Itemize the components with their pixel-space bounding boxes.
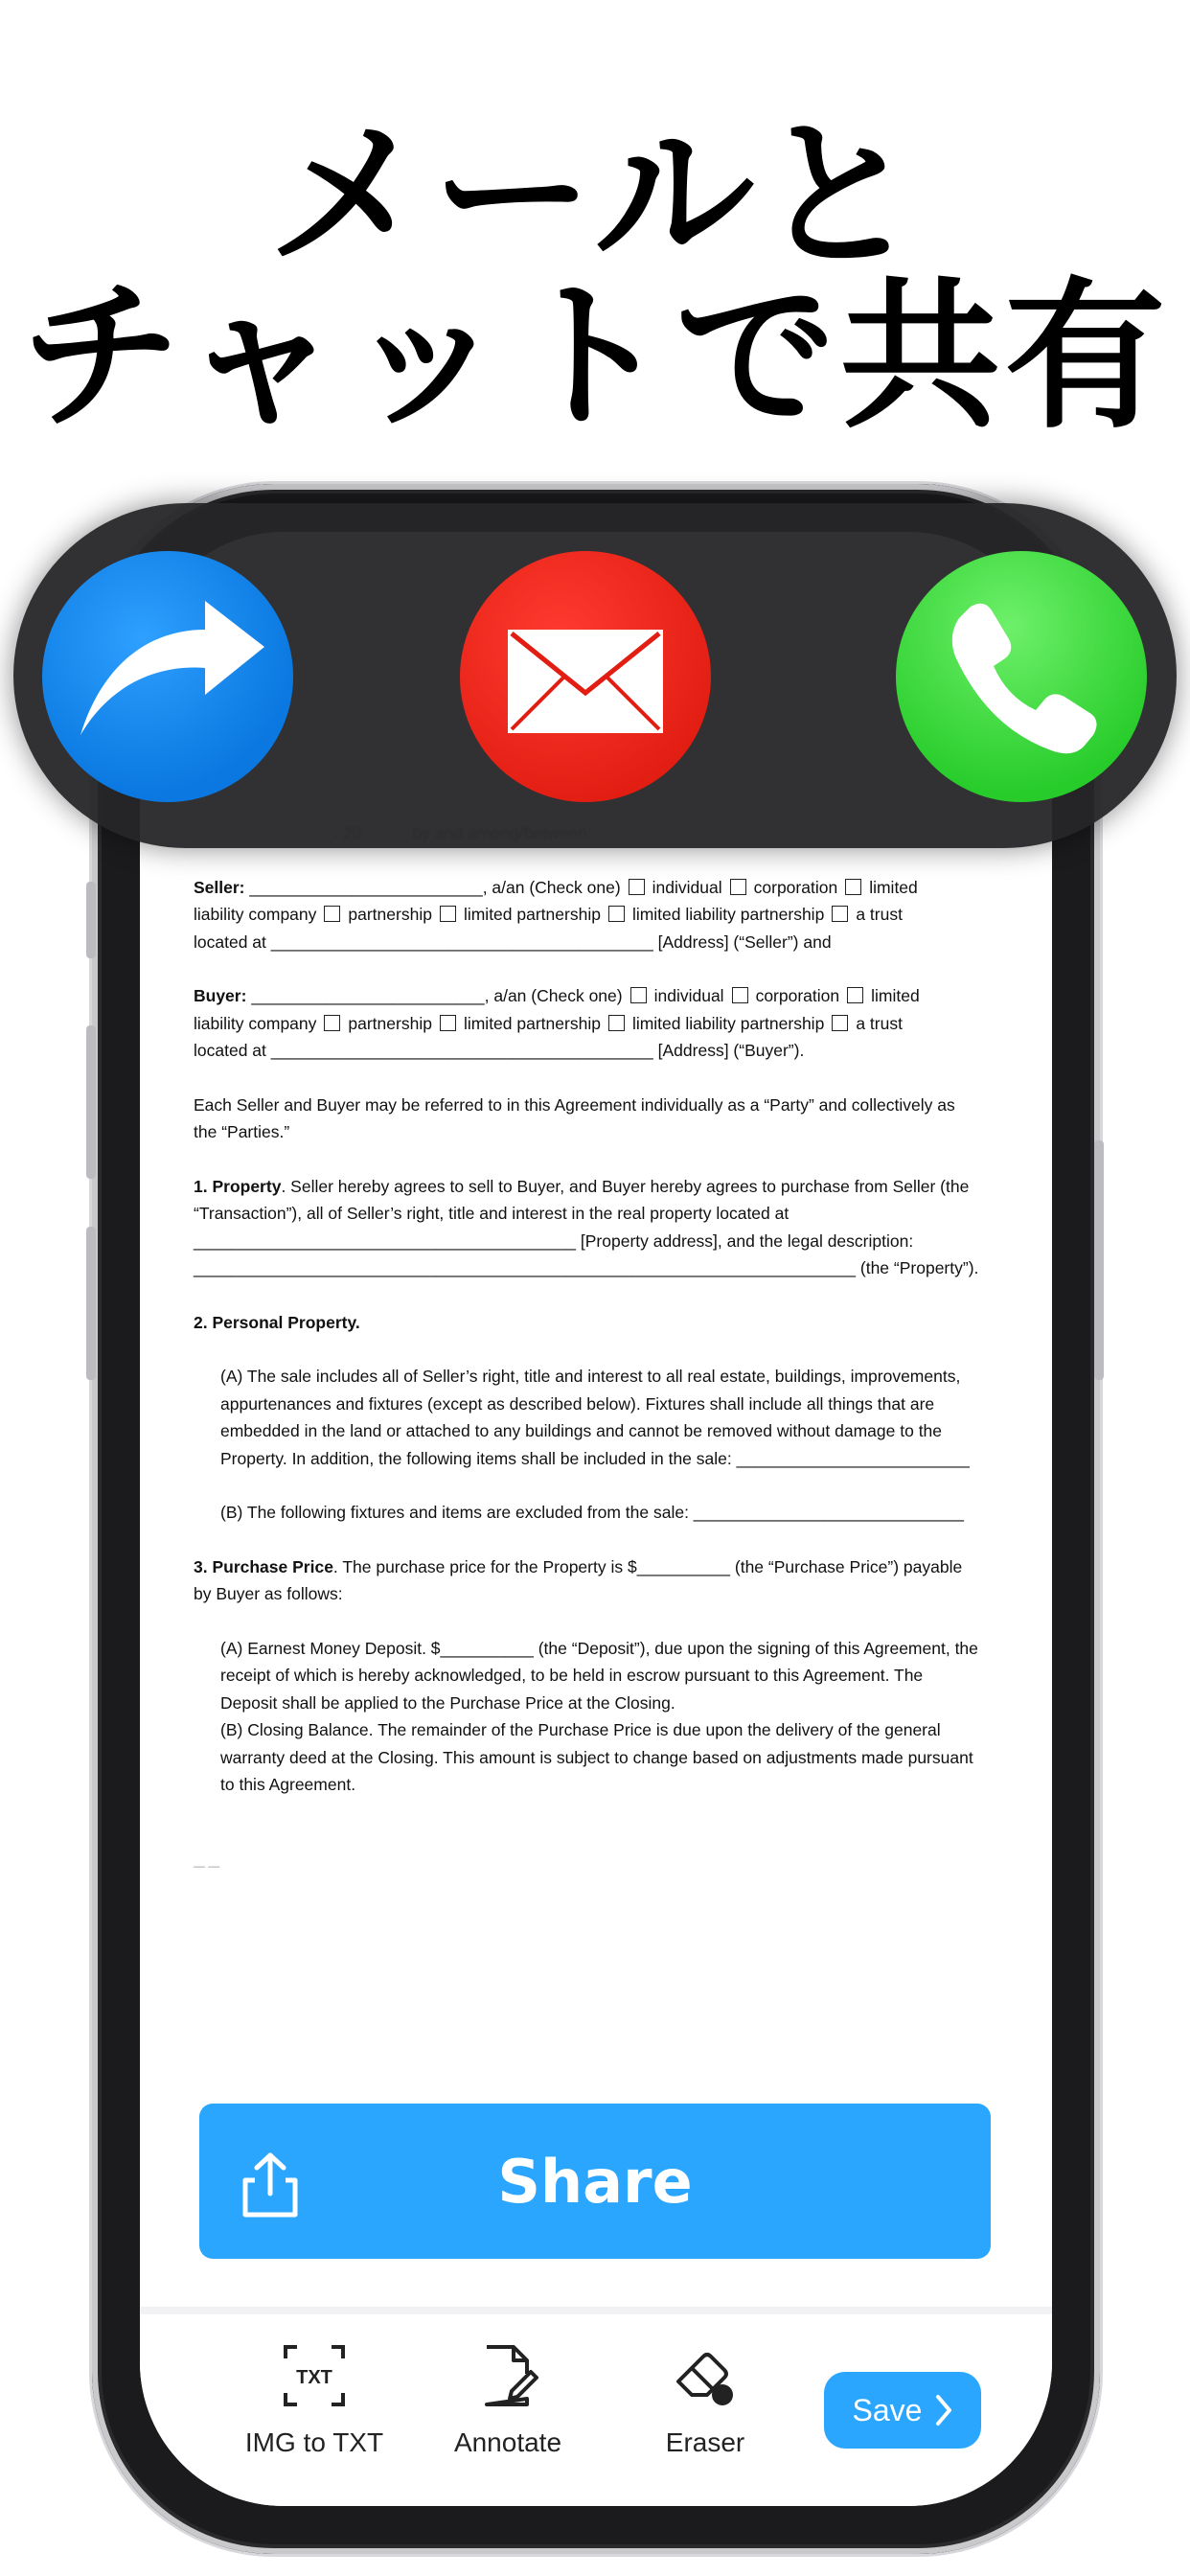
doc-section-1-line-2: “Transaction”), all of Seller’s right, title and interest in the real property located at [194,1204,790,1223]
mail-button[interactable] [460,551,711,802]
doc-buyer-opt-trust: a trust [856,1013,903,1033]
doc-opt-partnership: partnership [348,905,432,924]
doc-seller-line-2 [194,901,1008,929]
doc-seller-text: _________________________, a/an (Check one) [249,877,621,897]
doc-section-3-line-1 [194,1553,1008,1581]
checkbox-individual[interactable] [629,879,645,895]
headline [0,102,1190,450]
headline-line-1: メールと [266,102,924,289]
phone-volume-down [86,1227,96,1380]
doc-s2a-2: appurtenances and fixtures (except as described below). Fixtures shall include all things that are [220,1393,935,1414]
doc-footer-mark: — — [194,1858,220,1873]
share-button[interactable] [199,2104,991,2259]
doc-buyer-text: _________________________, a/an (Check one) [251,986,623,1005]
phone-power-button [1094,1140,1104,1380]
doc-seller-located: located at _________________________________________ [Address] (“Seller”) and [194,932,832,952]
doc-buyer-located: located at _________________________________________ [Address] (“Buyer”). [194,1041,805,1060]
doc-s3a-2: receipt of which is hereby acknowledged, to be held in escrow pursuant to this Agreement. The [220,1666,924,1685]
annotate-icon [473,2341,542,2410]
bottom-toolbar [140,2307,1052,2506]
share-forward-icon [42,551,293,802]
doc-buyer-opt-individual: individual [653,986,724,1005]
doc-buyer-opt-corporation: corporation [755,986,840,1005]
checkbox-corporation[interactable] [730,879,746,895]
doc-s3a-3: Deposit shall be applied to the Purchase Price at the Closing. [220,1692,675,1713]
img-to-txt-label: IMG to TXT [244,2427,384,2457]
doc-s3a-1: (A) Earnest Money Deposit. $__________ (the “Deposit”), due upon the signing of this Agreement, the [220,1638,978,1658]
checkbox-buyer-trust[interactable] [832,1015,848,1031]
doc-s3b-2: warranty deed at the Closing. This amount is subject to change based on adjustments made pursuant [220,1747,973,1767]
checkbox-lp[interactable] [440,906,456,922]
share-button-label: Share [497,2146,693,2217]
doc-opt-llc: liability company [194,905,317,924]
checkbox-buyer-corporation[interactable] [732,987,748,1003]
svg-text:TXT: TXT [296,2367,332,2388]
doc-opt-lp: limited partnership [463,905,601,924]
checkbox-trust[interactable] [832,906,848,922]
share-up-icon [240,2151,301,2219]
doc-s3b-3: to this Agreement. [220,1775,356,1794]
mail-icon [460,551,711,802]
doc-buyer-opt-limited: limited [871,986,920,1005]
doc-s2a-3: embedded in the land or attached to any buildings and cannot be removed without damage to the [220,1421,943,1440]
doc-parties-2: the “Parties.” [194,1122,290,1141]
checkbox-buyer-llc[interactable] [847,987,863,1003]
share-forward-button[interactable] [42,551,293,802]
phone-side-button [86,882,96,958]
doc-seller-label: Seller: [194,877,245,897]
checkbox-buyer-llp[interactable] [608,1015,625,1031]
doc-opt-corporation: corporation [753,877,838,897]
doc-buyer-line-2 [194,1010,1008,1038]
doc-s2a-4: Property. In addition, the following items shall be included in the sale: _________________________ [220,1448,970,1468]
annotate-label: Annotate [453,2427,562,2457]
doc-section-1-line-4: _______________________________________________________________________ (the “Property”). [194,1258,979,1277]
doc-section-1-head: 1. Property [194,1176,282,1196]
document-page [194,819,1008,1879]
doc-buyer-label: Buyer: [194,986,247,1005]
annotate-tool[interactable] [422,2341,594,2458]
doc-s1-1: . Seller hereby agrees to sell to Buyer, and Buyer hereby agrees to purchase from Seller (the [281,1176,970,1196]
doc-buyer-opt-lp: limited partnership [463,1013,601,1033]
eraser-tool[interactable] [619,2341,791,2458]
checkbox-partnership[interactable] [324,906,340,922]
eraser-label: Eraser [665,2427,745,2457]
doc-opt-llp: limited liability partnership [631,905,825,924]
save-button[interactable] [824,2372,981,2449]
img-to-txt-icon [280,2341,349,2410]
checkbox-llc[interactable] [845,879,861,895]
doc-opt-individual: individual [652,877,722,897]
phone-icon [896,551,1147,802]
doc-buyer-opt-llc: liability company [194,1013,317,1033]
save-button-label: Save [852,2392,923,2427]
doc-section-3-line-2: by Buyer as follows: [194,1584,343,1603]
doc-s3-1: . The purchase price for the Property is $__________ (the “Purchase Price”) payable [332,1556,963,1576]
doc-section-1-line-3: _________________________________________ [Property address], and the legal description: [194,1230,914,1251]
headline-line-2: チャットで共有 [20,263,1170,450]
img-to-txt-tool[interactable] [228,2341,400,2458]
doc-section-3-head: 3. Purchase Price [194,1556,333,1576]
phone-button[interactable] [896,551,1147,802]
doc-s2b: (B) The following fixtures and items are excluded from the sale: _____________________________ [220,1503,965,1522]
doc-buyer-opt-llp: limited liability partnership [631,1013,825,1033]
chevron-right-icon [935,2394,952,2426]
doc-s3b-1: (B) Closing Balance. The remainder of the Purchase Price is due upon the delivery of the general [220,1720,941,1739]
eraser-icon [671,2341,740,2410]
checkbox-buyer-lp[interactable] [440,1015,456,1031]
doc-seller-line [194,874,1008,902]
doc-s2-head-text: 2. Personal Property. [194,1312,360,1332]
doc-opt-limited: limited [869,877,918,897]
checkbox-buyer-partnership[interactable] [324,1015,340,1031]
doc-buyer-line [194,982,1008,1010]
checkbox-llp[interactable] [608,906,625,922]
doc-section-1-line-1 [194,1173,1008,1201]
doc-buyer-opt-partnership: partnership [348,1013,432,1033]
checkbox-buyer-individual[interactable] [630,987,647,1003]
doc-opt-trust: a trust [856,905,903,924]
phone-volume-up [86,1025,96,1179]
doc-section-2-head [194,1309,1008,1337]
doc-s2a-1: (A) The sale includes all of Seller’s right, title and interest to all real estate, buildings, improvements, [220,1367,961,1386]
doc-parties-1: Each Seller and Buyer may be referred to in this Agreement individually as a “Party” and collectively as [194,1094,955,1115]
